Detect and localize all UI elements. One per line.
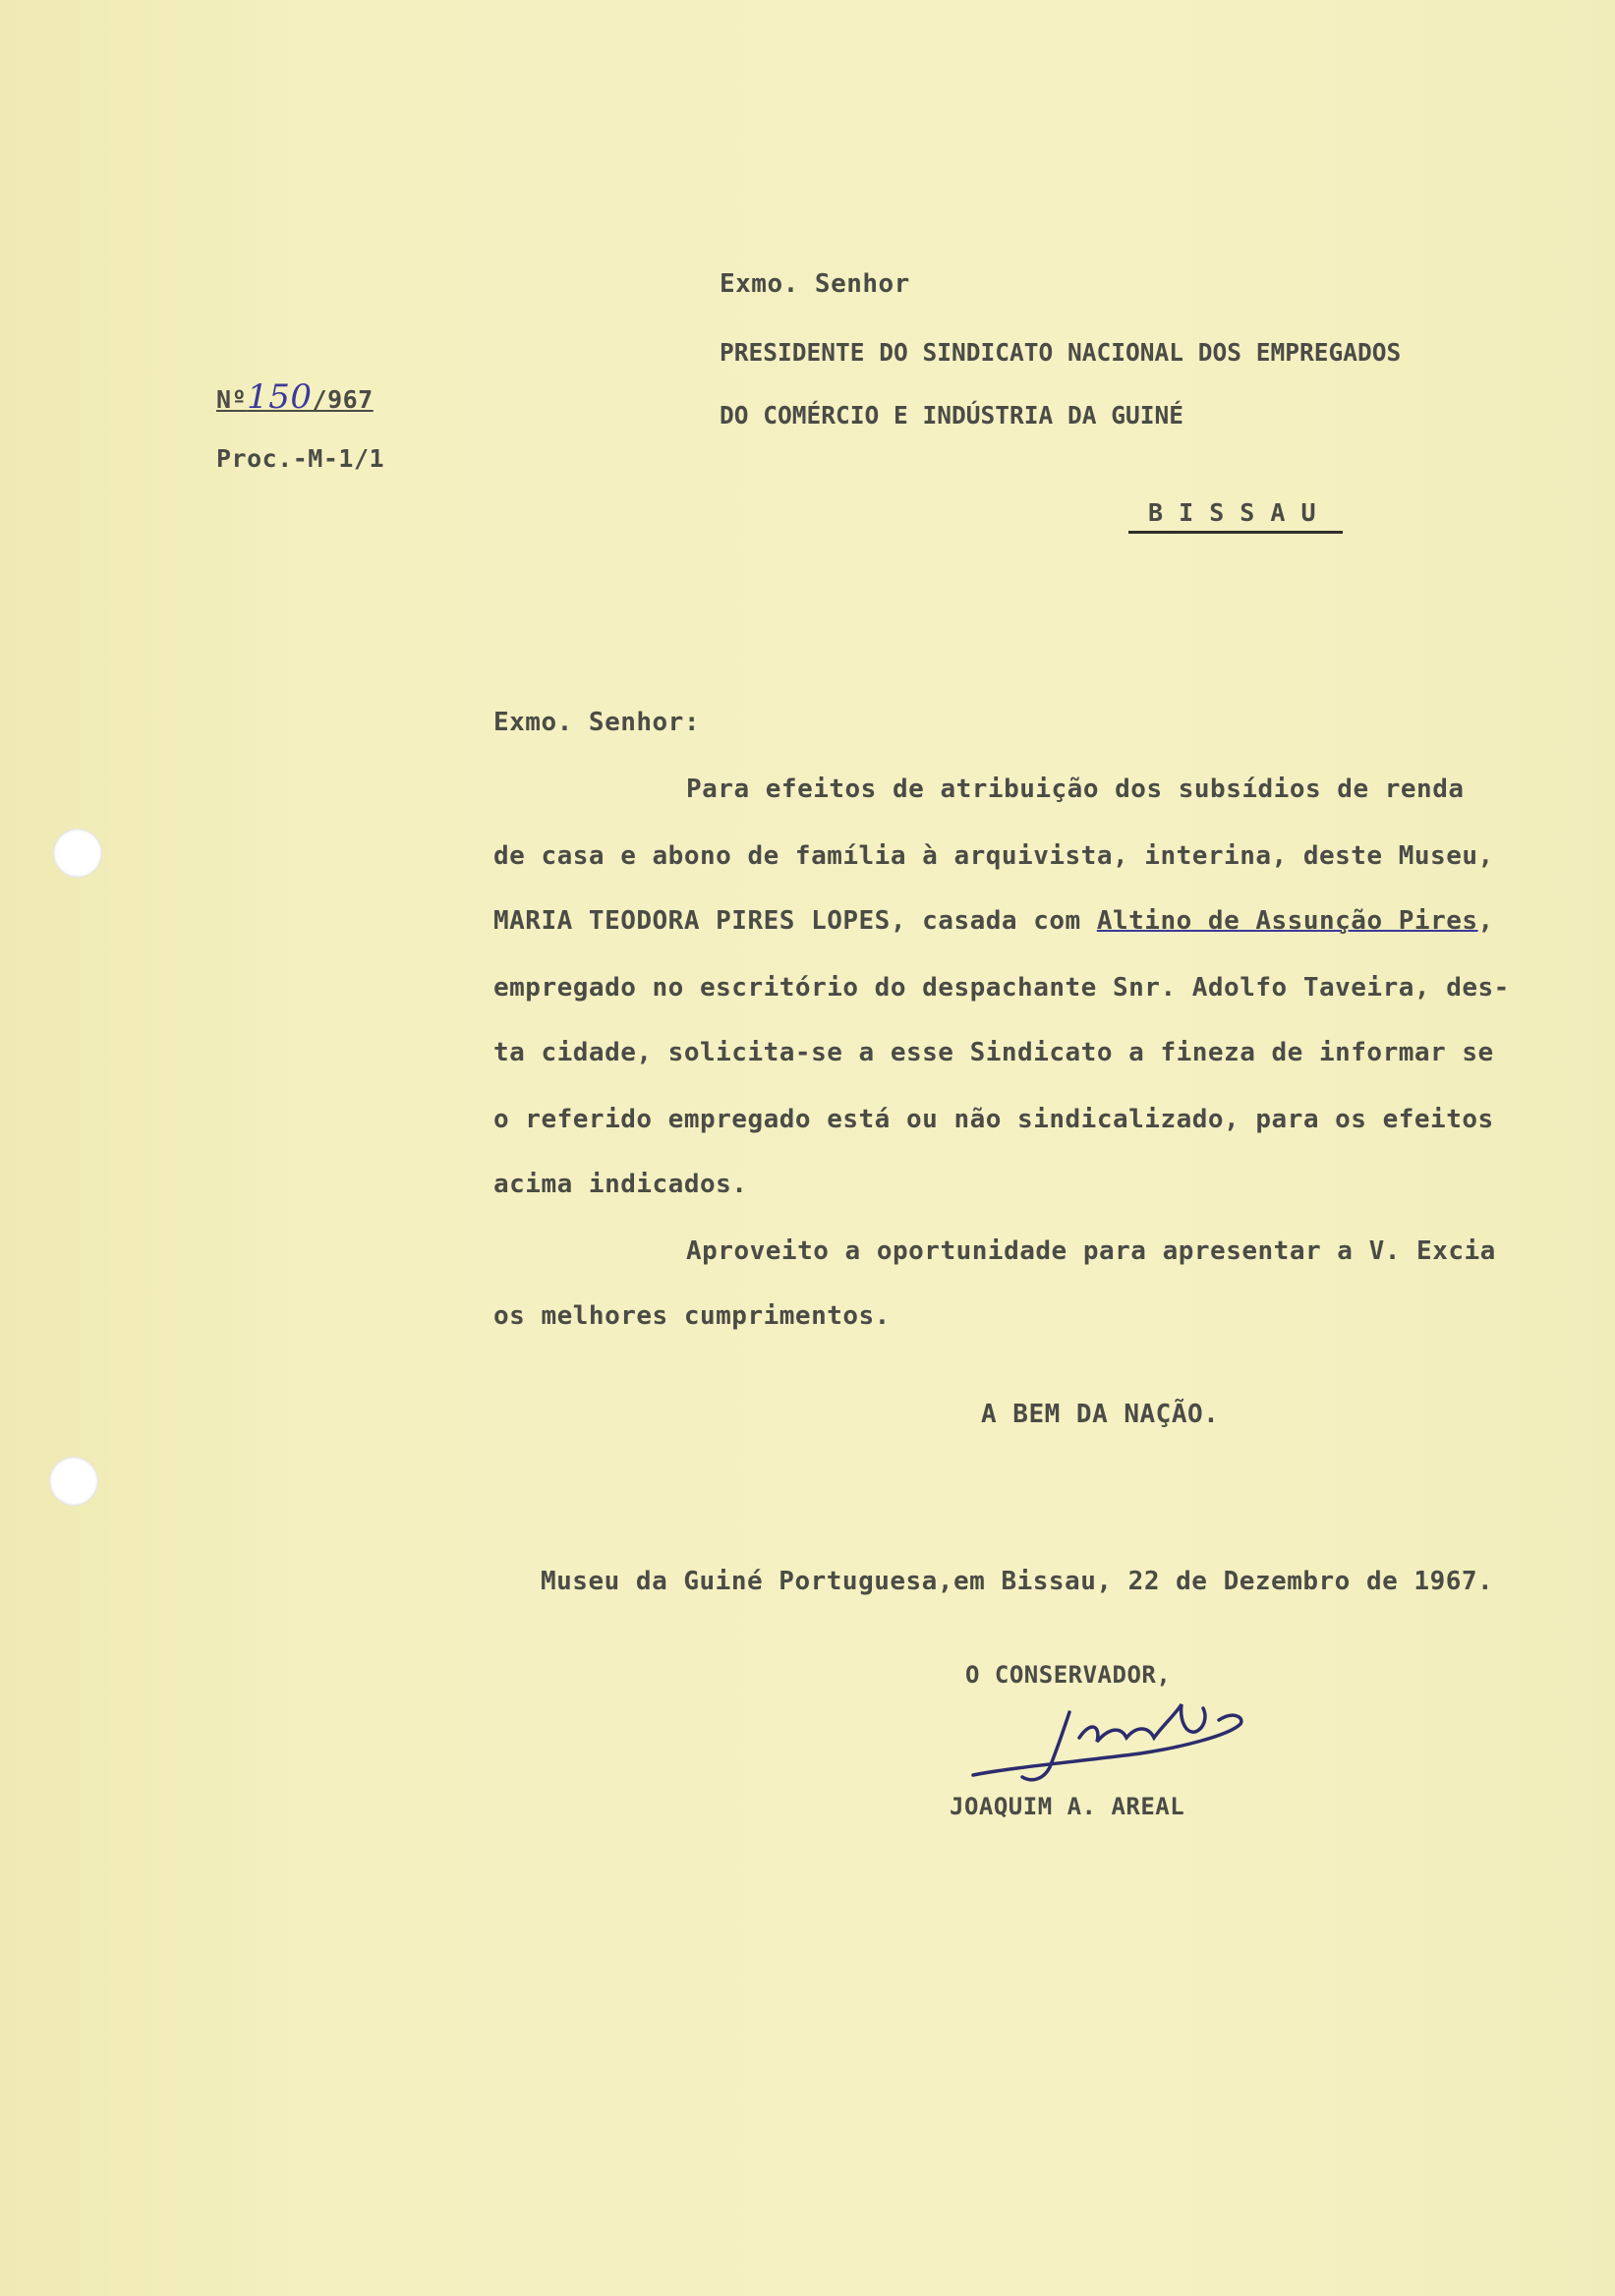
spouse-name: Altino de Assunção Pires	[1096, 906, 1478, 936]
reference-number-handwritten: 150	[247, 377, 313, 417]
paragraph-2-line-1: Aproveito a oportunidade para apresentar a V. Excia	[686, 1236, 1496, 1266]
body-salutation: Exmo. Senhor:	[493, 708, 700, 737]
addressee-line-2: DO COMÉRCIO E INDÚSTRIA DA GUINÉ	[720, 401, 1184, 430]
signatory-name: JOAQUIM A. AREAL	[950, 1793, 1185, 1820]
addressee-city: B I S S A U	[1148, 498, 1317, 527]
addressee-line-1: PRESIDENTE DO SINDICATO NACIONAL DOS EMPREGADOS	[720, 338, 1402, 367]
paragraph-1-line-5: ta cidade, solicita-se a esse Sindicato a fineza de informar se	[493, 1038, 1494, 1067]
line-3-comma: ,	[1477, 906, 1494, 936]
paragraph-1-line-3	[493, 906, 1494, 936]
paragraph-1-line-7: acima indicados.	[493, 1170, 748, 1199]
handwritten-signature	[953, 1681, 1258, 1799]
punch-hole-bottom	[49, 1457, 98, 1506]
place-and-date: Museu da Guiné Portuguesa,em Bissau, 22 de Dezembro de 1967.	[541, 1567, 1494, 1596]
paragraph-1-line-4: empregado no escritório do despachante Snr. Adolfo Taveira, des-	[493, 973, 1510, 1003]
signatory-title: O CONSERVADOR,	[965, 1661, 1172, 1689]
paragraph-1-line-6: o referido empregado está ou não sindicalizado, para os efeitos	[493, 1105, 1494, 1134]
paragraph-2-line-2: os melhores cumprimentos.	[493, 1301, 891, 1331]
punch-hole-top	[53, 829, 102, 878]
addressee-salutation: Exmo. Senhor	[720, 269, 910, 299]
paragraph-1-line-2: de casa e abono de família à arquivista, interina, deste Museu,	[493, 841, 1494, 871]
reference-number-suffix: /967	[312, 385, 374, 414]
city-underline	[1128, 531, 1343, 534]
employee-name: MARIA TEODORA PIRES LOPES	[493, 906, 891, 936]
paragraph-1-line-1: Para efeitos de atribuição dos subsídios de renda	[686, 775, 1465, 804]
reference-number-prefix: Nº	[216, 385, 248, 414]
closing-motto: A BEM DA NAÇÃO.	[981, 1400, 1220, 1429]
line-3-connector: , casada com	[890, 906, 1097, 936]
reference-number	[216, 377, 374, 417]
process-reference: Proc.-M-1/1	[216, 444, 385, 473]
